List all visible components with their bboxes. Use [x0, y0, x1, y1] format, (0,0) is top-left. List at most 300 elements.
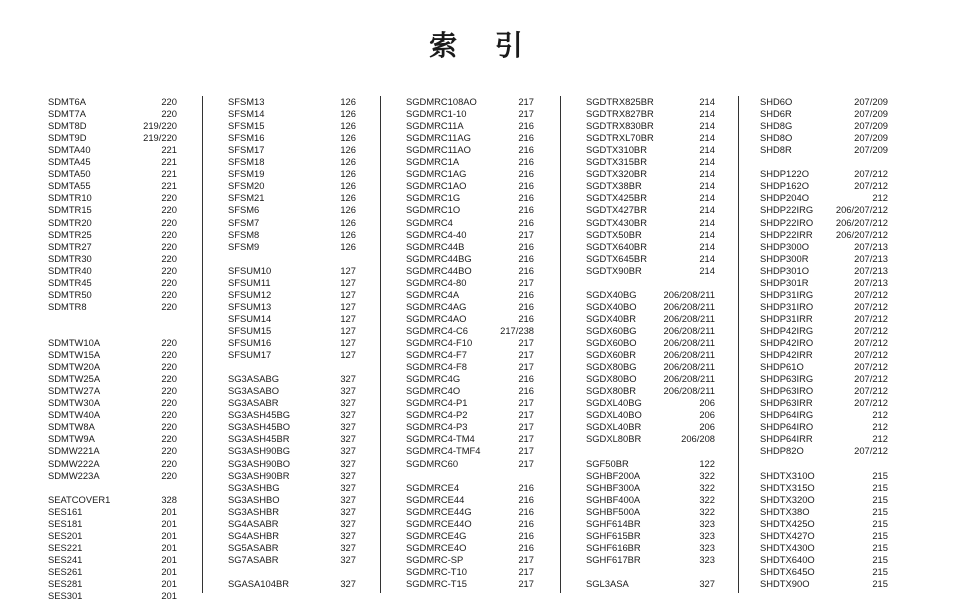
- index-entry-page: 216: [518, 192, 534, 204]
- index-entry: [586, 120, 715, 132]
- index-entry-page: 127: [340, 264, 356, 276]
- index-entry: [406, 289, 534, 301]
- index-entry: [228, 204, 356, 216]
- index-entry: [760, 349, 888, 361]
- index-entry: [406, 494, 534, 506]
- index-entry-page: 220: [161, 192, 177, 204]
- index-entry: [406, 409, 534, 421]
- index-entry-page: 207/209: [854, 96, 888, 107]
- index-entry: [760, 253, 888, 265]
- index-entry-page: 214: [699, 96, 715, 107]
- index-entry-page: 216: [518, 168, 534, 180]
- index-entry: [406, 217, 534, 229]
- index-entry-page: 217: [518, 349, 534, 361]
- index-entry-page: 220: [161, 397, 177, 409]
- index-entry-page: 126: [340, 168, 356, 180]
- index-entry-page: 327: [340, 469, 356, 481]
- index-entry-model: SG3ASABR: [228, 397, 279, 409]
- index-entry: [228, 144, 356, 156]
- index-entry-model: SFSUM12: [228, 288, 272, 300]
- index-columns: [0, 96, 956, 602]
- index-entry-model: SGDMRC4-P2: [406, 409, 468, 421]
- index-entry-page: 219/220: [143, 120, 177, 132]
- index-entry-page: 216: [518, 144, 534, 156]
- index-entry-model: SDMT8D: [48, 120, 87, 132]
- index-entry-model: SFSM7: [228, 216, 260, 228]
- index-entry: [760, 518, 888, 530]
- index-entry: [586, 409, 715, 421]
- index-entry-page: 127: [340, 288, 356, 300]
- index-entry-model: SGDMRC-T15: [406, 578, 467, 589]
- index-entry: [228, 229, 356, 241]
- index-entry-page: 327: [699, 578, 715, 589]
- index-entry: [228, 192, 356, 204]
- index-entry-page: 212: [872, 192, 888, 204]
- index-entry-model: SG3ASHBG: [228, 481, 280, 493]
- index-entry: [586, 204, 715, 216]
- index-entry: [48, 433, 177, 445]
- index-entry-page: 216: [518, 373, 534, 385]
- index-entry: [406, 229, 534, 241]
- index-entry-page: 214: [699, 240, 715, 252]
- index-entry-model: SDMW221A: [48, 445, 100, 457]
- index-entry-model: SGDMRC60: [406, 457, 459, 469]
- index-entry-page: 201: [161, 517, 177, 529]
- index-entry-page: 322: [699, 493, 715, 505]
- index-entry-model: SG3ASABO: [228, 385, 280, 397]
- index-entry-page: 207/212: [854, 168, 888, 180]
- index-entry: [406, 144, 534, 156]
- index-entry-model: SHDTX430O: [760, 541, 815, 553]
- index-entry-page: 323: [699, 553, 715, 565]
- index-entry: [406, 301, 534, 313]
- index-entry: [406, 506, 534, 518]
- index-entry-page: 206/208: [681, 433, 715, 445]
- index-entry-page: 207/212: [854, 337, 888, 348]
- column-divider: [380, 96, 381, 593]
- index-entry: [228, 120, 356, 132]
- index-entry: [228, 445, 356, 457]
- index-entry: [48, 542, 177, 554]
- index-entry-model: SGDMRC4AO: [406, 312, 467, 324]
- index-entry: [406, 482, 534, 494]
- index-entry-model: SDMT9D: [48, 132, 87, 144]
- index-entry-page: 207/213: [854, 252, 888, 264]
- index-entry-model: SGDMRC4O: [406, 385, 461, 397]
- index-entry-page: 206/207/212: [835, 228, 888, 240]
- index-entry-page: 126: [340, 132, 356, 144]
- index-entry-model: SGDXL40BG: [586, 397, 642, 409]
- index-entry-model: SG3ASH45BG: [228, 409, 291, 421]
- index-entry-model: SHDP300R: [760, 252, 809, 264]
- index-entry-model: SGDMRC44BG: [406, 252, 472, 264]
- index-entry-page: 206/208/211: [663, 324, 715, 336]
- index-entry: [586, 241, 715, 253]
- index-entry-model: SGDX80BO: [586, 373, 637, 385]
- index-entry-page: 217: [518, 397, 534, 409]
- index-entry-model: SGDMRC4-C6: [406, 324, 468, 336]
- index-entry: [586, 156, 715, 168]
- index-entry-page: 126: [340, 180, 356, 192]
- index-entry: [48, 180, 177, 192]
- index-entry: [586, 217, 715, 229]
- index-entry-model: SGDX60BG: [586, 324, 637, 336]
- index-entry: [406, 530, 534, 542]
- index-entry: [48, 241, 177, 253]
- index-entry-model: SGDMRC4-F8: [406, 361, 467, 373]
- index-entry-page: 207/209: [854, 132, 888, 144]
- index-entry: [406, 554, 534, 566]
- index-entry: [228, 470, 356, 482]
- index-entry-model: SDMTW10A: [48, 337, 101, 348]
- index-entry-model: SGDX80BG: [586, 361, 637, 373]
- index-entry: [760, 265, 888, 277]
- index-entry-page: 327: [340, 578, 356, 589]
- index-entry-model: SG3ASH45BO: [228, 421, 291, 433]
- index-entry: [48, 470, 177, 482]
- index-entry-model: SDMTW15A: [48, 349, 101, 361]
- index-entry: [228, 578, 356, 590]
- index-entry-model: SGDMRCE4G: [406, 529, 467, 541]
- index-entry: [48, 458, 177, 470]
- index-entry-model: SGDMRC4-F10: [406, 337, 473, 348]
- index-entry: [228, 108, 356, 120]
- index-entry-page: 327: [340, 541, 356, 553]
- index-entry: [48, 144, 177, 156]
- index-entry-model: SFSM16: [228, 132, 265, 144]
- index-entry-model: SFSM14: [228, 108, 265, 120]
- index-entry: [228, 433, 356, 445]
- index-entry: [406, 458, 534, 470]
- index-entry: [760, 229, 888, 241]
- index-entry: [228, 301, 356, 313]
- index-entry-page: 201: [161, 565, 177, 577]
- index-entry-page: 214: [699, 132, 715, 144]
- index-entry-page: 214: [699, 204, 715, 216]
- index-entry-model: SGDMRC4-80: [406, 276, 467, 288]
- index-entry-model: SFSUM10: [228, 264, 272, 276]
- index-entry: [760, 482, 888, 494]
- index-entry-model: SDMTR20: [48, 216, 92, 228]
- index-entry-model: SHD8R: [760, 144, 792, 156]
- index-entry-page: 323: [699, 517, 715, 529]
- index-entry-model: SG3ASABG: [228, 373, 280, 385]
- index-entry-page: 214: [699, 180, 715, 192]
- index-entry-page: 206: [699, 397, 715, 409]
- index-entry-model: SHDP63IRR: [760, 397, 813, 409]
- column-divider: [738, 96, 739, 593]
- index-entry-model: SES201: [48, 529, 83, 541]
- index-entry: [228, 518, 356, 530]
- index-entry-model: SHD6O: [760, 96, 793, 107]
- index-entry-model: SDMTW9A: [48, 433, 95, 445]
- index-entry-model: SGDMRC11A: [406, 120, 464, 132]
- index-entry-page: 221: [161, 156, 177, 168]
- index-entry-page: 327: [340, 529, 356, 541]
- index-entry-model: SGDMRCE44G: [406, 505, 472, 517]
- index-entry-page: 207/212: [854, 349, 888, 361]
- index-entry: [760, 470, 888, 482]
- index-entry: [586, 168, 715, 180]
- index-entry-page: 328: [161, 493, 177, 505]
- index-entry-model: SDMW222A: [48, 457, 100, 469]
- index-entry-page: 216: [518, 312, 534, 324]
- index-entry-model: SGDMRC44BO: [406, 264, 472, 276]
- index-entry-model: SGDMRC4-TM4: [406, 433, 475, 445]
- index-entry-page: 217: [518, 409, 534, 421]
- index-entry-page: 217: [518, 433, 534, 445]
- index-entry-page: 327: [340, 445, 356, 457]
- index-entry: [228, 180, 356, 192]
- index-entry-page: 322: [699, 481, 715, 493]
- index-entry: [406, 518, 534, 530]
- index-entry-page: 126: [340, 108, 356, 120]
- index-entry-model: SHDTX427O: [760, 529, 815, 541]
- index-entry-model: SHDP42IRO: [760, 337, 814, 348]
- index-entry-page: 207/212: [854, 385, 888, 397]
- index-entry: [760, 554, 888, 566]
- index-entry: [406, 578, 534, 590]
- index-entry-page: 215: [872, 493, 888, 505]
- index-entry-page: 206/208/211: [663, 349, 715, 361]
- index-entry-page: 220: [161, 96, 177, 107]
- index-entry-model: SGDTX320BR: [586, 168, 647, 180]
- index-entry-page: 217: [518, 361, 534, 373]
- index-entry: [760, 433, 888, 445]
- index-entry: [760, 108, 888, 120]
- index-entry-model: SDMTR10: [48, 192, 92, 204]
- index-entry: [586, 554, 715, 566]
- index-column-5: [760, 96, 888, 593]
- index-entry-page: 214: [699, 264, 715, 276]
- index-entry-model: SHDTX38O: [760, 505, 810, 517]
- index-entry-model: SGF50BR: [586, 457, 629, 469]
- index-entry: [48, 445, 177, 457]
- index-entry-model: SHDP42IRG: [760, 324, 814, 336]
- index-entry-page: 126: [340, 228, 356, 240]
- index-entry: [48, 397, 177, 409]
- index-entry-page: 215: [872, 553, 888, 565]
- index-entry-page: 214: [699, 216, 715, 228]
- index-entry-model: SDMT7A: [48, 108, 87, 120]
- index-entry: [48, 96, 177, 108]
- index-entry-page: 220: [161, 361, 177, 373]
- index-entry: [586, 421, 715, 433]
- index-entry: [760, 144, 888, 156]
- index-entry: [406, 265, 534, 277]
- index-entry-model: SHD6R: [760, 108, 792, 120]
- index-entry: [586, 132, 715, 144]
- index-entry-model: SHDP64IRR: [760, 433, 813, 445]
- page-title: 索 引: [429, 29, 537, 62]
- index-entry: [48, 301, 177, 313]
- index-entry-page: 201: [161, 590, 177, 602]
- index-entry-page: 221: [161, 144, 177, 156]
- index-entry: [48, 132, 177, 144]
- index-entry-model: SES181: [48, 517, 83, 529]
- index-entry-model: SDMTW40A: [48, 409, 101, 421]
- index-entry-page: 327: [340, 481, 356, 493]
- index-entry: [228, 289, 356, 301]
- index-entry-page: 216: [518, 132, 534, 144]
- index-entry-model: SGDMRC4-P3: [406, 421, 468, 433]
- index-entry-page: 217: [518, 228, 534, 240]
- index-entry-page: 215: [872, 578, 888, 589]
- index-entry-page: 126: [340, 120, 356, 132]
- index-entry-model: SDMTA40: [48, 144, 91, 156]
- index-entry-model: SFSM19: [228, 168, 265, 180]
- index-entry: [586, 373, 715, 385]
- index-entry: [406, 337, 534, 349]
- index-entry: [228, 482, 356, 494]
- index-entry-model: SFSUM13: [228, 300, 272, 312]
- index-entry-model: SGHF614BR: [586, 517, 641, 529]
- index-entry: [586, 229, 715, 241]
- index-entry: [760, 132, 888, 144]
- index-entry: [48, 108, 177, 120]
- index-entry: [586, 470, 715, 482]
- index-entry-page: 217: [518, 421, 534, 433]
- index-entry-page: 216: [518, 264, 534, 276]
- index-entry: [760, 337, 888, 349]
- index-entry-model: SGDTX315BR: [586, 156, 647, 168]
- index-entry-model: SGHBF300A: [586, 481, 641, 493]
- index-entry-page: 214: [699, 108, 715, 120]
- index-entry: [228, 397, 356, 409]
- index-entry-page: 214: [699, 156, 715, 168]
- index-entry-model: SFSUM11: [228, 276, 271, 288]
- index-entry: [406, 385, 534, 397]
- index-entry-page: 216: [518, 252, 534, 264]
- index-entry-page: 201: [161, 505, 177, 517]
- index-entry: [760, 325, 888, 337]
- index-entry-page: 215: [872, 517, 888, 529]
- index-entry: [48, 566, 177, 578]
- index-entry: [586, 385, 715, 397]
- index-entry-model: SHDP61O: [760, 361, 804, 373]
- index-entry-model: SGDX60BR: [586, 349, 637, 361]
- index-entry-page: 217: [518, 337, 534, 348]
- index-entry-page: 220: [161, 373, 177, 385]
- index-entry-page: 206: [699, 409, 715, 421]
- index-entry-model: SFSM8: [228, 228, 260, 240]
- index-entry-page: 207/213: [854, 276, 888, 288]
- index-entry-page: 216: [518, 204, 534, 216]
- index-entry-page: 206/208/211: [663, 288, 715, 300]
- index-entry-page: 214: [699, 192, 715, 204]
- index-entry-page: 327: [340, 457, 356, 469]
- index-entry: [760, 397, 888, 409]
- index-entry-page: 214: [699, 228, 715, 240]
- index-column-4: [586, 96, 715, 593]
- index-entry-model: SHD8O: [760, 132, 793, 144]
- index-entry-model: SDMTA55: [48, 180, 91, 192]
- index-entry: [228, 530, 356, 542]
- index-entry-model: SDMTA50: [48, 168, 91, 180]
- index-entry-model: SGDXL40BO: [586, 409, 642, 421]
- index-entry-page: 207/212: [854, 300, 888, 312]
- index-entry: [48, 409, 177, 421]
- index-entry-page: 221: [161, 180, 177, 192]
- index-entry-page: 217: [518, 578, 534, 589]
- index-entry-model: SGHBF500A: [586, 505, 641, 517]
- index-entry-page: 215: [872, 469, 888, 481]
- index-entry-page: 216: [518, 505, 534, 517]
- index-entry-model: SG3ASH90BR: [228, 469, 290, 481]
- index-entry: [406, 445, 534, 457]
- index-entry-model: SHDTX640O: [760, 553, 815, 565]
- index-entry: [48, 494, 177, 506]
- index-entry-model: SGDMRC4-TMF4: [406, 445, 481, 457]
- index-entry: [586, 313, 715, 325]
- index-entry-model: SFSM20: [228, 180, 265, 192]
- index-column-3: [406, 96, 534, 593]
- index-entry-model: SHDP63IRG: [760, 373, 814, 385]
- index-entry-model: SFSM18: [228, 156, 265, 168]
- column-divider: [560, 96, 561, 593]
- index-entry-model: SGDMRC11AG: [406, 132, 471, 144]
- index-entry-model: SGHBF400A: [586, 493, 641, 505]
- index-entry-model: SG3ASHBO: [228, 493, 280, 505]
- index-entry-page: 327: [340, 493, 356, 505]
- index-entry-model: SGHF615BR: [586, 529, 641, 541]
- index-entry-page: 216: [518, 180, 534, 192]
- index-entry: [586, 506, 715, 518]
- index-entry-model: SFSM13: [228, 96, 265, 107]
- index-entry-page: 122: [699, 457, 715, 469]
- index-entry-model: SHDTX425O: [760, 517, 815, 529]
- index-entry-model: SGDTRX825BR: [586, 96, 654, 107]
- index-entry: [586, 325, 715, 337]
- index-entry-model: SHDP64IRO: [760, 421, 814, 433]
- index-entry: [406, 96, 534, 108]
- index-entry-model: SGHBF200A: [586, 469, 641, 481]
- index-entry-model: SFSM15: [228, 120, 265, 132]
- index-entry: [760, 192, 888, 204]
- index-entry-page: 201: [161, 529, 177, 541]
- index-entry-model: SFSM9: [228, 240, 260, 252]
- index-entry-page: 126: [340, 216, 356, 228]
- index-entry: [48, 361, 177, 373]
- index-entry-model: SFSUM16: [228, 337, 272, 348]
- index-entry-page: 323: [699, 541, 715, 553]
- index-entry-model: SGDMRC1A: [406, 156, 460, 168]
- index-entry-page: 206/207/212: [835, 204, 888, 216]
- index-entry-model: SGDMRC11AO: [406, 144, 471, 156]
- index-entry: [406, 433, 534, 445]
- index-entry: [406, 397, 534, 409]
- index-entry: [586, 530, 715, 542]
- index-entry-model: SG4ASHBR: [228, 529, 280, 541]
- index-entry-model: SGDMRC4A: [406, 288, 460, 300]
- index-entry: [406, 421, 534, 433]
- index-entry-model: SG3ASHBR: [228, 505, 280, 517]
- index-entry: [760, 120, 888, 132]
- index-entry-model: SGDX40BO: [586, 300, 637, 312]
- index-entry: [586, 542, 715, 554]
- index-entry-model: SES241: [48, 553, 83, 565]
- index-entry-model: SDMTR40: [48, 264, 92, 276]
- index-entry-page: 217: [518, 553, 534, 565]
- index-entry-model: SHDP122O: [760, 168, 809, 180]
- index-entry-model: SEATCOVER1: [48, 493, 111, 505]
- index-entry: [406, 361, 534, 373]
- index-entry-page: 127: [340, 312, 356, 324]
- index-entry-model: SGDMRC-SP: [406, 553, 464, 565]
- index-entry: [760, 361, 888, 373]
- index-entry-model: SGDX40BG: [586, 288, 637, 300]
- index-entry-model: SHDP22IRR: [760, 228, 813, 240]
